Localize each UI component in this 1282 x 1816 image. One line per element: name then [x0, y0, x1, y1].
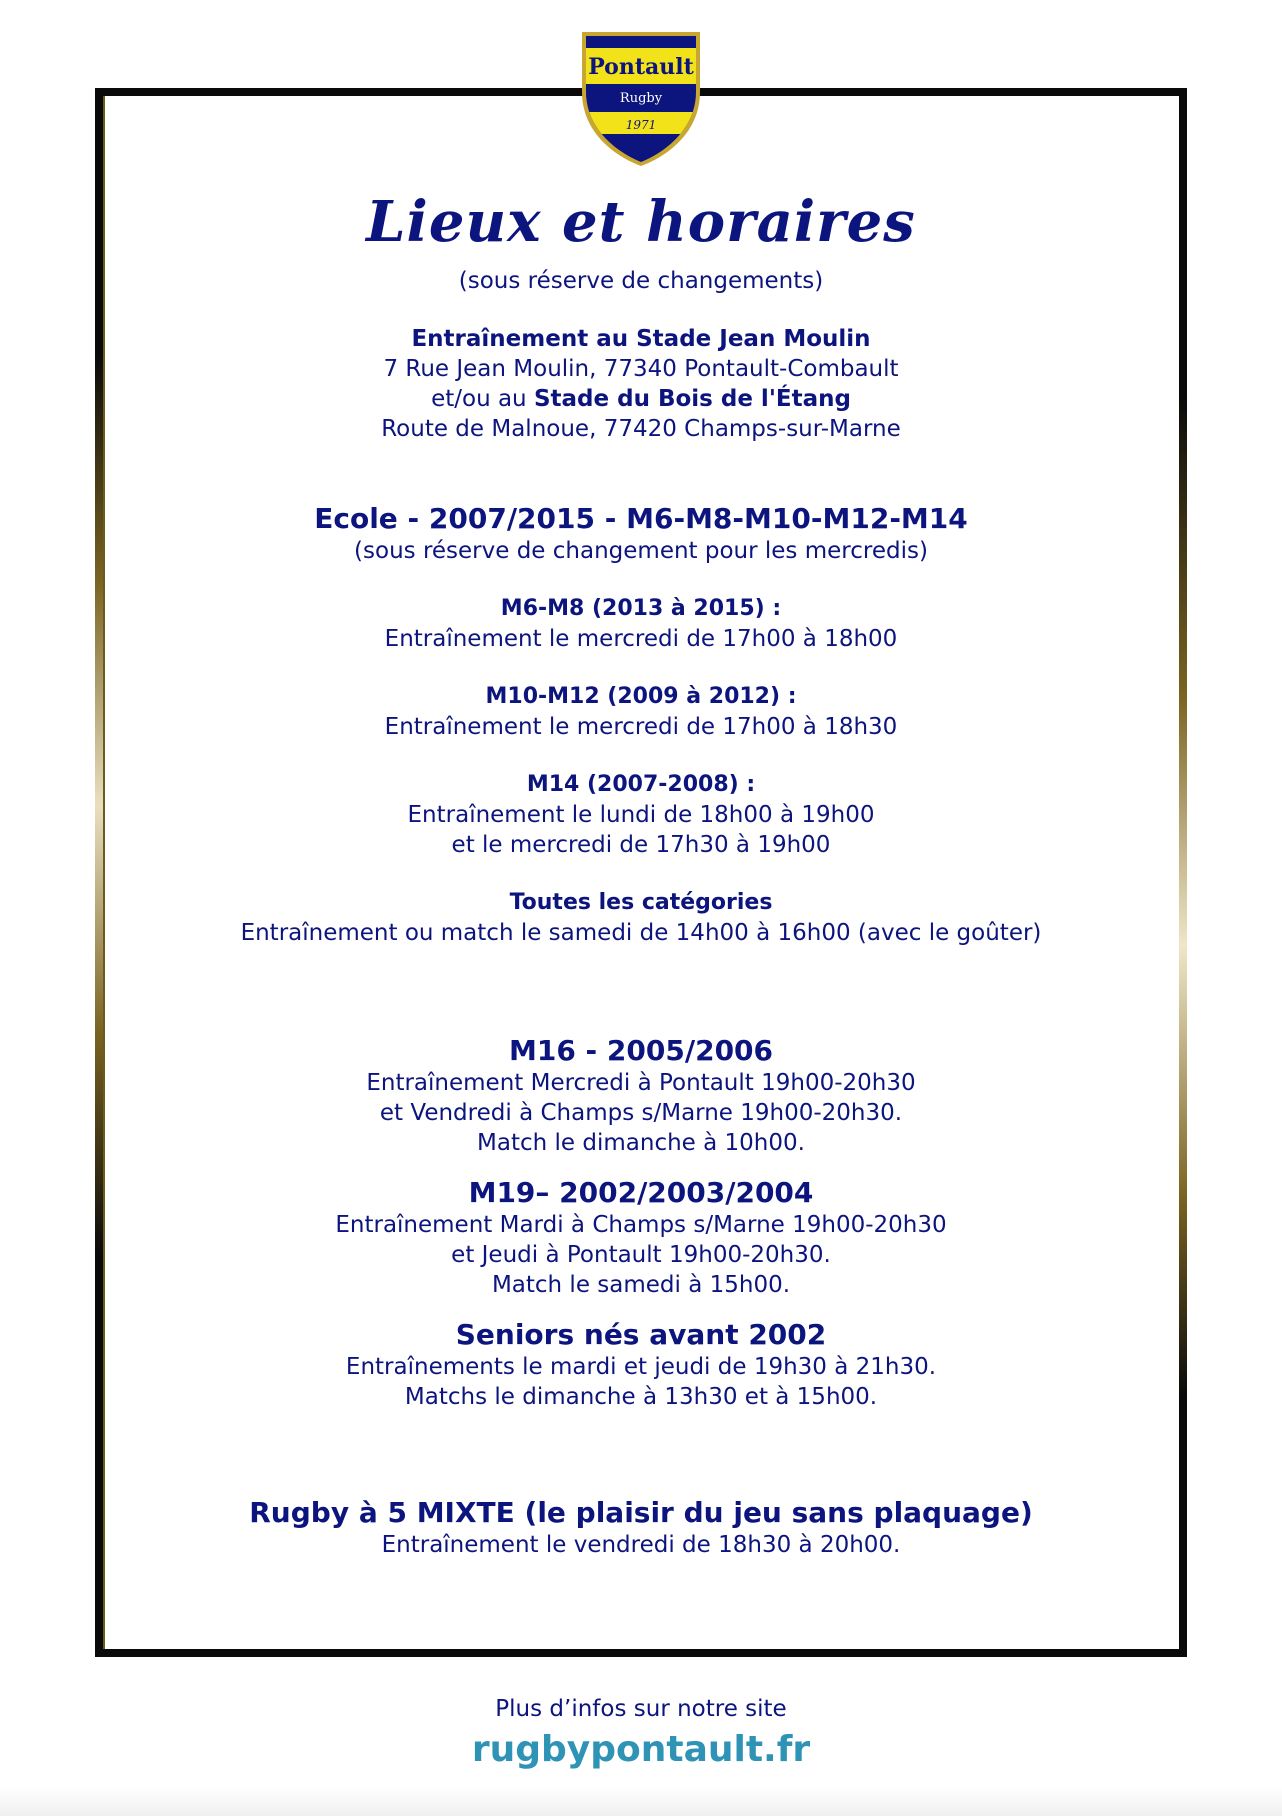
ecole-group-label: M14 (2007-2008) :	[526, 772, 756, 797]
seniors-line: Matchs le dimanche à 13h30 et à 15h00.	[404, 1384, 878, 1410]
m19-line: Entraînement Mardi à Champs s/Marne 19h00-20h30	[335, 1212, 947, 1238]
ecole-group	[103, 594, 1179, 654]
crest-name: Pontault	[588, 54, 694, 80]
ecole-group	[103, 888, 1179, 948]
seniors-line: Entraînements le mardi et jeudi de 19h30 à 21h30.	[345, 1354, 937, 1380]
m19-heading: M19– 2002/2003/2004	[468, 1176, 814, 1209]
ecole-note: (sous réserve de changement pour les mercredis)	[354, 538, 928, 564]
ecole-group-line: Entraînement le mercredi de 17h00 à 18h00	[384, 626, 898, 652]
m19-line: et Jeudi à Pontault 19h00-20h30.	[451, 1242, 831, 1268]
bottom-shade	[0, 1786, 1282, 1816]
m16-heading: M16 - 2005/2006	[508, 1034, 774, 1067]
club-crest-logo	[578, 30, 704, 166]
ecole-group-line: Entraînement ou match le samedi de 14h00 à 16h00 (avec le goûter)	[240, 920, 1042, 946]
crest-year: 1971	[625, 118, 657, 132]
page-title: Lieux et horaires	[366, 189, 916, 255]
schedule-content	[103, 190, 1179, 1560]
seniors-heading: Seniors nés avant 2002	[455, 1318, 827, 1351]
ecole-heading: Ecole - 2007/2015 - M6-M8-M10-M12-M14	[314, 502, 968, 535]
ecole-group-label: M6-M8 (2013 à 2015) :	[500, 596, 782, 621]
ecole-group	[103, 682, 1179, 742]
ecole-group	[103, 770, 1179, 860]
venue-line-3	[103, 384, 1179, 414]
venue-line-4: Route de Malnoue, 77420 Champs-sur-Marne	[381, 416, 901, 442]
m19-line: Match le samedi à 15h00.	[491, 1272, 791, 1298]
ecole-section	[103, 502, 1179, 948]
venue-block	[103, 324, 1179, 444]
ecole-group-label: M10-M12 (2009 à 2012) :	[485, 684, 797, 709]
m16-line: Entraînement Mercredi à Pontault 19h00-20h30	[366, 1070, 916, 1096]
ecole-group-line: Entraînement le mercredi de 17h00 à 18h30	[384, 714, 898, 740]
footer-text: Plus d’infos sur notre site	[495, 1696, 787, 1722]
ecole-group-line: Entraînement le lundi de 18h00 à 19h00	[407, 802, 875, 828]
m19-section	[103, 1176, 1179, 1300]
m16-section	[103, 1034, 1179, 1158]
rugby5-line: Entraînement le vendredi de 18h30 à 20h00.	[381, 1532, 901, 1558]
venue-line-3-prefix: et/ou au	[431, 386, 534, 412]
rugby5-section	[103, 1496, 1179, 1560]
m16-line: Match le dimanche à 10h00.	[477, 1130, 805, 1156]
venue-line-1: Entraînement au Stade Jean Moulin	[411, 326, 871, 352]
venue-line-2: 7 Rue Jean Moulin, 77340 Pontault-Combault	[383, 356, 899, 382]
crest-sub: Rugby	[619, 91, 663, 106]
venue-line-3-bold: Stade du Bois de l'Étang	[533, 386, 851, 412]
rugby5-heading: Rugby à 5 MIXTE (le plaisir du jeu sans plaquage)	[249, 1496, 1033, 1529]
ecole-group-line: et le mercredi de 17h30 à 19h00	[451, 832, 831, 858]
ecole-group-label: Toutes les catégories	[509, 890, 773, 915]
website-link[interactable]: rugbypontault.fr	[471, 1729, 811, 1770]
page-subtitle: (sous réserve de changements)	[458, 268, 824, 294]
seniors-section	[103, 1318, 1179, 1412]
m16-line: et Vendredi à Champs s/Marne 19h00-20h30.	[379, 1100, 903, 1126]
